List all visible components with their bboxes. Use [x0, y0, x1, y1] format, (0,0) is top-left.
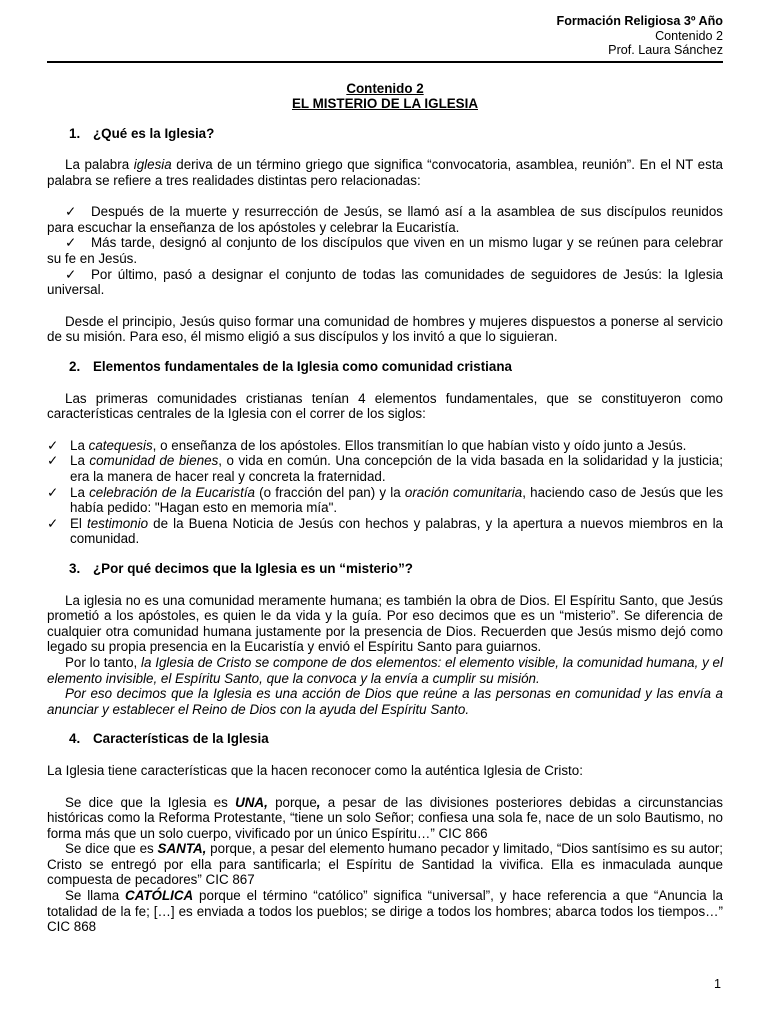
emphasis: comunidad de bienes — [89, 453, 219, 469]
page-number: 1 — [713, 977, 721, 991]
emphasis: oración comunitaria — [404, 484, 523, 500]
section-number: 1. — [69, 125, 81, 141]
section-1-heading — [69, 126, 723, 142]
text: de la Buena Noticia de Jesús con hechos y palabras, y la apertura a nuevos miembros en la comunidad. — [70, 515, 723, 547]
check-icon: ✓ — [47, 453, 59, 469]
emphasis: UNA, — [235, 794, 268, 810]
section-4-heading — [69, 731, 723, 747]
section-number: 4. — [69, 731, 81, 747]
text: porque — [267, 794, 317, 810]
text: La palabra — [65, 157, 134, 173]
section-number: 2. — [69, 359, 81, 375]
check-icon: ✓ — [65, 235, 77, 251]
paragraph — [47, 888, 723, 935]
list-item — [47, 438, 723, 454]
document-page — [47, 14, 723, 935]
section-title: ¿Qué es la Iglesia? — [93, 125, 215, 141]
text: La — [70, 437, 89, 453]
paragraph — [47, 655, 723, 686]
emphasis: celebración de la Eucaristía — [89, 484, 255, 500]
text: , o enseñanza de los apóstoles. Ellos transmitían lo que habían visto y oído junto a Jesús. — [152, 437, 687, 453]
title-line-2: EL MISTERIO DE LA IGLESIA — [292, 96, 478, 111]
text: Por lo tanto, — [65, 654, 142, 670]
emphasis: la Iglesia de Cristo se compone de dos elementos: el elemento visible, la comunidad humana, y el elemento invisible, el Espíritu Santo, que la convoca y la envía a cumplir su misión. — [47, 654, 723, 686]
emphasis: iglesia — [133, 157, 172, 173]
section-2-heading — [69, 359, 723, 375]
check-icon: ✓ — [65, 266, 77, 282]
text: Se dice que es — [65, 841, 158, 857]
text: El — [70, 515, 88, 531]
paragraph — [47, 157, 723, 188]
list-item — [47, 204, 723, 235]
emphasis: CATÓLICA — [125, 888, 194, 904]
paragraph: La iglesia no es una comunidad meramente humana; es también la obra de Dios. El Espíritu Santo, que Jesús prometió a los apóstoles, es quien le da vida y la guía. Por eso decimos que es un “misterio”. Se diferencia de cualquier otra comunidad humana justamente por la presencia de Dios. Recuerden que Jesús mismo dejó como legado su propia presencia en la Eucaristía y envió el Espíritu Santo para guiarnos. — [47, 592, 723, 655]
list-item — [47, 453, 723, 484]
emphasis: Por eso decimos que la Iglesia es una acción de Dios que reúne a las personas en comunidad y las envía a anunciar y establecer el Reino de Dios con la ayuda del Espíritu Santo. — [47, 686, 723, 717]
list-item — [47, 485, 723, 516]
header-content: Contenido 2 — [655, 28, 723, 43]
text: , o vida en común. Una concepción de la vida basada en la solidaridad y la justicia; era la manera de hacer real y concreta la fraternidad. — [70, 453, 723, 484]
text: Después de la muerte y resurrección de Jesús, se llamó así a la asamblea de sus discípulos reunidos para escuchar la enseñanza de los apóstoles y celebrar la Eucaristía. — [47, 204, 723, 235]
list-item — [47, 516, 723, 547]
paragraph — [47, 795, 723, 842]
section-title: Elementos fundamentales de la Iglesia como comunidad cristiana — [93, 359, 512, 375]
check-icon: ✓ — [47, 515, 59, 531]
header-course: Formación Religiosa 3º Año — [556, 14, 723, 28]
title-line-1: Contenido 2 — [346, 80, 424, 96]
text: deriva de un término griego que significa “convocatoria, asamblea, reunión”. En el NT esta palabra se refiere a tres realidades distintas pero relacionadas: — [47, 157, 723, 188]
paragraph — [47, 686, 723, 717]
header-teacher: Prof. Laura Sánchez — [608, 43, 723, 57]
page-header — [47, 14, 723, 58]
text: porque el término “católico” significa “universal”, y hace referencia a que “Anuncia la totalidad de la fe; […] es enviada a todos los pueblos; se dirige a todos los hombres; abarca todos los tiempos…” CIC 868 — [47, 888, 723, 935]
section-number: 3. — [69, 560, 81, 576]
section-title: Características de la Iglesia — [93, 731, 269, 747]
list-item — [47, 267, 723, 298]
paragraph — [47, 841, 723, 888]
text: a pesar de las divisiones posteriores debidas a circunstancias históricas como la Reforma Protestante, “tiene un solo Señor; confiesa una sola fe, nace de un solo Bautismo, no forma más que un solo cuerpo, vivificado por un único Espíritu…” CIC 866 — [47, 794, 723, 841]
emphasis: , — [316, 794, 321, 810]
text: La — [70, 484, 90, 500]
text: , haciendo caso de Jesús que les había pedido: "Hagan esto en memoria mía". — [70, 484, 724, 516]
text: Se dice que la Iglesia es — [65, 794, 236, 810]
text: Por último, pasó a designar el conjunto de todas las comunidades de seguidores de Jesús: la Iglesia universal. — [47, 266, 723, 298]
text: Se llama — [65, 888, 126, 904]
paragraph: Desde el principio, Jesús quiso formar una comunidad de hombres y mujeres dispuestos a ponerse al servicio de su misión. Para eso, él mismo eligió a sus discípulos y los invitó a que lo siguieran. — [47, 313, 723, 345]
check-icon: ✓ — [47, 484, 59, 500]
document-title — [47, 81, 723, 112]
paragraph: Las primeras comunidades cristianas tenían 4 elementos fundamentales, que se constituyeron como características centrales de la Iglesia con el correr de los siglos: — [47, 390, 723, 422]
text: (o fracción del pan) y la — [255, 484, 405, 500]
section-title: ¿Por qué decimos que la Iglesia es un “misterio”? — [93, 560, 413, 576]
check-icon: ✓ — [65, 204, 77, 220]
text: Más tarde, designó al conjunto de los discípulos que viven en un mismo lugar y se reúnen para celebrar su fe en Jesús. — [47, 235, 723, 267]
check-icon: ✓ — [47, 437, 59, 453]
list-item — [47, 235, 723, 266]
header-rule — [47, 61, 723, 63]
emphasis: testimonio — [87, 515, 149, 531]
text: porque, a pesar del elemento humano pecador y limitado, “Dios santísimo es su autor; Cristo se entregó por ella para santificarla; el Espíritu de Santidad la vivifica. Ella es inmaculada aunque compuesta de pecadores” CIC 867 — [47, 841, 723, 888]
paragraph: La Iglesia tiene características que la hacen reconocer como la auténtica Iglesia de Cristo: — [47, 762, 583, 778]
emphasis: catequesis — [88, 437, 153, 453]
text: La — [70, 453, 90, 469]
section-3-heading — [69, 561, 723, 577]
emphasis: SANTA, — [157, 841, 207, 857]
